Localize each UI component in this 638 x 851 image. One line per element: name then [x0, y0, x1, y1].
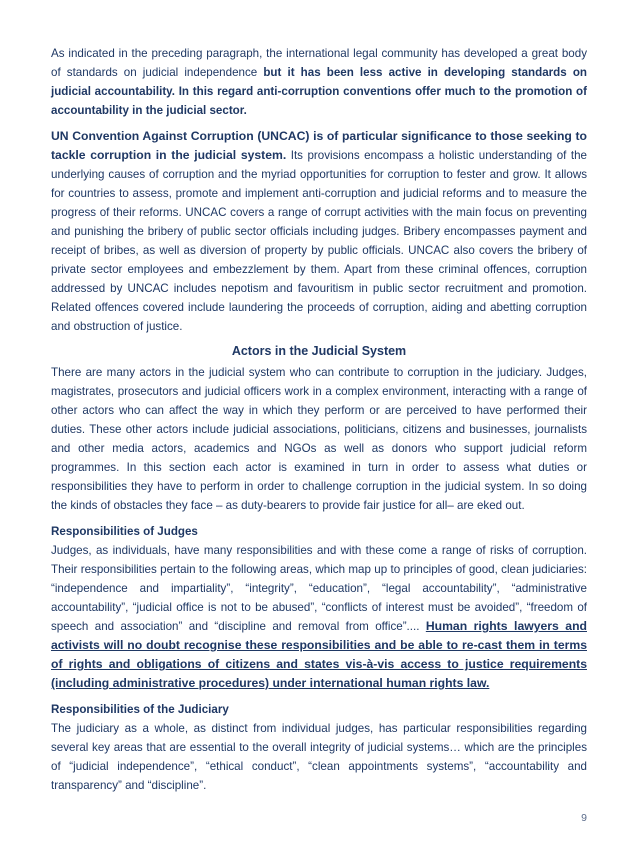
uncac-bold: UN Convention Against Corruption (UNCAC) is of particular significance to those seeking to tackle corruption in the judicial system.: [51, 129, 587, 162]
judges-emphasis: Human rights lawyers and activists will no doubt recognise these responsibilities and be able to re-cast them in terms of rights and obligations of citizens and states vis-à-vis access to justice requirements (including administrative procedures) under international human rights law.: [51, 619, 587, 690]
uncac-text: Its provisions encompass a holistic understanding of the underlying causes of corruption and the myriad opportunities for corruption to fester and grow. It allows for countries to assess, promote and implement anti-corruption and judicial reforms and to measure the progress of their reforms. UNCAC covers a range of corrupt activities with the main focus on preventing and punishing the bribery of public sector officials including judges. Bribery encompasses payment and receipt of bribes, as well as diversion of property by public officials. UNCAC also covers the bribery of private sector employees and embezzlement by them. Apart from these criminal offences, corruption addressed by UNCAC includes nepotism and favouritism in public sector recruitment and promotion. Related offences covered include laundering the proceeds of corruption, aiding and abetting corruption and obstruction of justice.: [51, 149, 587, 333]
judges-heading: Responsibilities of Judges: [51, 525, 198, 538]
page-number: 9: [581, 812, 587, 824]
judges-text: Judges, as individuals, have many responsibilities and with these come a range of risks of corruption. Their responsibilities pertain to the following areas, which map up to principles of good, clean judiciaries: “independence and impartiality”, “integrity”, “education”, “legal accountability”, “administrative accountability”, “judicial office is not to be abused”, “conflicts of interest must be avoided”, “freedom of speech and association” and “discipline and removal from office”....: [51, 544, 587, 633]
intro-lead: As indicated in the preceding paragraph, the international legal community has developed a great body of standards on judicial independence: [51, 47, 587, 79]
uncac-paragraph: [51, 127, 587, 336]
judiciary-paragraph: The judiciary as a whole, as distinct from individual judges, has particular responsibilities regarding several key areas that are essential to the overall integrity of judicial systems… which are the principles of “judicial independence”, “ethical conduct”, “clean appointments systems”, “accountability and transparency” and “discipline”.: [51, 722, 587, 792]
judges-paragraph: [51, 541, 587, 693]
intro-bold: but it has been less active in developing standards on judicial accountability. In this regard anti-corruption conventions offer much to the promotion of accountability in the judicial sector.: [51, 66, 587, 117]
section-heading: Actors in the Judicial System: [231, 344, 407, 358]
judiciary-heading: Responsibilities of the Judiciary: [51, 703, 229, 716]
actors-paragraph: There are many actors in the judicial system who can contribute to corruption in the judiciary. Judges, magistrates, prosecutors and judicial officers work in a complex environment, interacting with a range of other actors who can affect the way in which they perform or are perceived to have performed their duties. These other actors include judicial associations, politicians, citizens and businesses, journalists and other media actors, academics and NGOs as well as donors who support judicial reform programmes. In this section each actor is examined in turn in order to assess what duties or responsibilities they have to perform in order to challenge corruption in the judicial system. In so doing the kinds of obstacles they face – as duty-bearers to provide fair justice for all– are eked out.: [51, 366, 587, 512]
intro-paragraph: [51, 44, 587, 120]
